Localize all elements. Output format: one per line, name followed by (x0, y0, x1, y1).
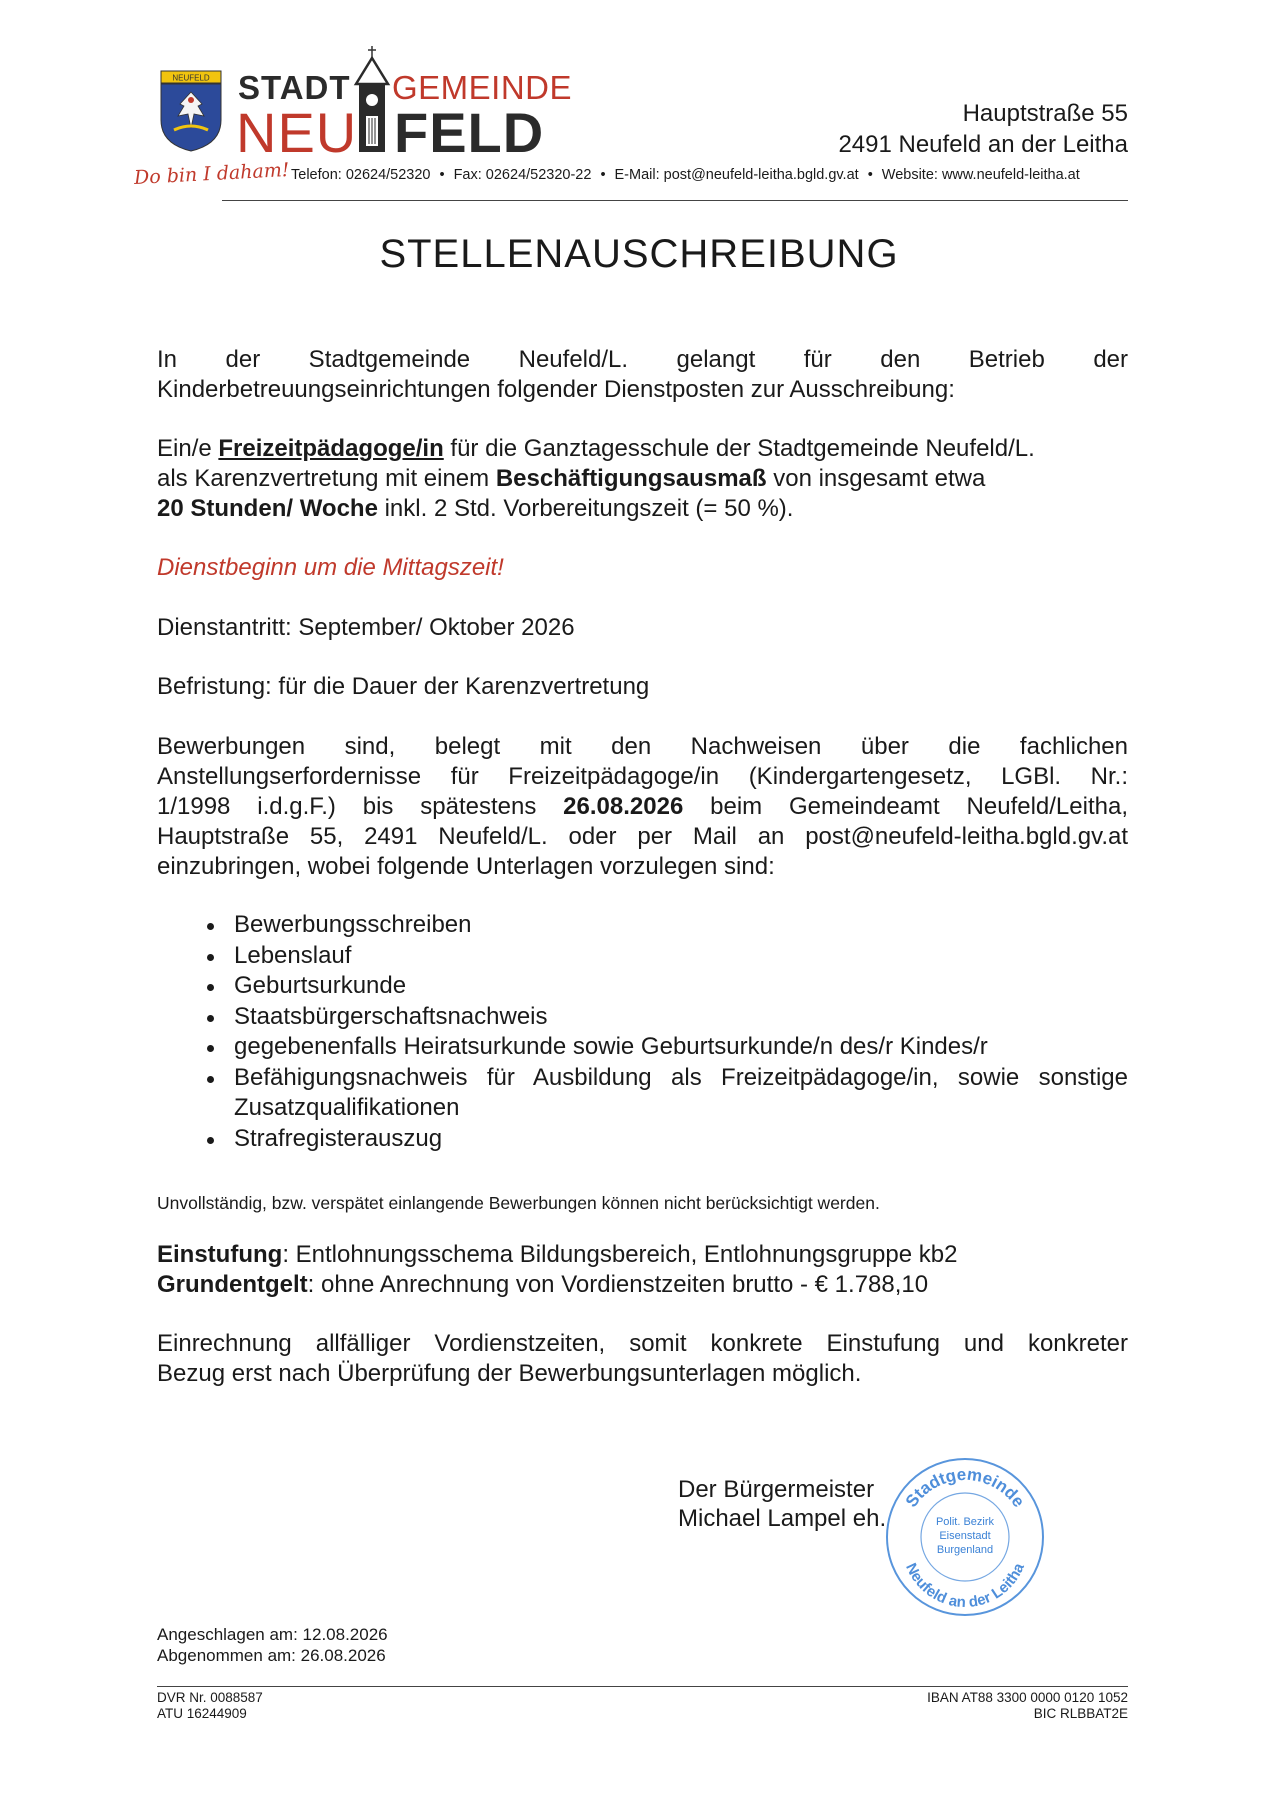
footer-left (157, 1690, 263, 1722)
intro-line-1: In der Stadtgemeinde Neufeld/L. gelangt für den Betrieb der (157, 346, 1128, 373)
logo-neu: NEU (236, 101, 358, 164)
contact-line (291, 167, 1080, 183)
list-item: Geburtsurkunde (157, 971, 1128, 1002)
stamp-bottom-text: Neufeld an der Leitha (902, 1560, 1028, 1612)
application-text: beim Gemeindeamt Neufeld/Leitha, (683, 793, 1128, 820)
posted-date: Angeschlagen am: 12.08.2026 (157, 1625, 388, 1644)
logo-stadt: STADT (238, 69, 351, 106)
start-date: Dienstantritt: September/ Oktober 2026 (157, 614, 575, 641)
intro-line-2: Kinderbetreuungseinrichtungen folgender Dienstposten zur Ausschreibung: (157, 376, 955, 403)
list-item: Bewerbungsschreiben (157, 910, 1128, 941)
website: Website: www.neufeld-leitha.at (881, 167, 1080, 183)
deadline: 26.08.2026 (563, 793, 684, 820)
application-paragraph (157, 732, 1128, 882)
hours: 20 Stunden/ Woche (157, 495, 378, 522)
stamp-center-line: Burgenland (936, 1544, 994, 1556)
position-text: als Karenzvertretung mit einem (157, 465, 496, 492)
address-city: 2491 Neufeld an der Leitha (838, 131, 1128, 158)
position-text: von insgesamt etwa (766, 465, 986, 492)
position-text: inkl. 2 Std. Vorbereitungszeit (= 50 %). (377, 495, 794, 522)
classification-label: Einstufung (157, 1241, 283, 1268)
list-item: Strafregisterauszug (157, 1124, 1128, 1155)
signature-block (678, 1475, 886, 1533)
footer-divider (157, 1686, 1128, 1687)
dvr-number: DVR Nr. 0088587 (157, 1690, 263, 1705)
incomplete-note: Unvollständig, bzw. verspätet einlangende Bewerbungen können nicht berücksichtigt werden. (157, 1193, 880, 1213)
application-line-2: Anstellungserfordernisse für Freizeitpädagoge/in (Kindergartengesetz, LGBl. Nr.: (157, 763, 1128, 790)
official-stamp (880, 1452, 1050, 1622)
stamp-center-line: Eisenstadt (939, 1530, 991, 1542)
logo-gemeinde: GEMEINDE (392, 69, 573, 106)
stamp-top-text: Stadtgemeinde (901, 1464, 1029, 1511)
logo-feld: FELD (394, 101, 545, 164)
atu-number: ATU 16244909 (157, 1706, 247, 1721)
header-divider (222, 200, 1128, 201)
remark-line-1: Einrechnung allfälliger Vordienstzeiten, somit konkrete Einstufung und konkreter (157, 1330, 1128, 1357)
salary-block (157, 1240, 1128, 1300)
intro-paragraph (157, 345, 1128, 405)
base-salary-text: : ohne Anrechnung von Vordienstzeiten brutto - € 1.788,10 (307, 1271, 929, 1298)
base-salary-label: Grundentgelt (157, 1271, 308, 1298)
stamp-center-line: Polit. Bezirk (935, 1516, 995, 1528)
list-item: gegebenenfalls Heiratsurkunde sowie Geburtsurkunde/n des/r Kindes/r (157, 1032, 1128, 1063)
application-line-4: Hauptstraße 55, 2491 Neufeld/L. oder per Mail an post@neufeld-leitha.bgld.gv.at (157, 823, 1128, 850)
separator: • (600, 167, 606, 183)
start-note: Dienstbeginn um die Mittagszeit! (157, 554, 504, 581)
classification-text: : Entlohnungsschema Bildungsbereich, Entlohnungsgruppe kb2 (282, 1241, 958, 1268)
svg-text:Neufeld an der Leitha (902, 1560, 1028, 1611)
documents-list (157, 910, 1128, 1154)
separator: • (867, 167, 873, 183)
coat-of-arms-icon (160, 70, 222, 152)
position-text: Ein/e (157, 435, 219, 462)
application-line-1: Bewerbungen sind, belegt mit den Nachweisen über die fachlichen (157, 733, 1128, 760)
signatory-name: Michael Lampel eh. (678, 1505, 887, 1532)
posting-dates (157, 1624, 388, 1666)
role-title: Freizeitpädagoge/in (218, 435, 444, 462)
list-item: Staatsbürgerschaftsnachweis (157, 1002, 1128, 1033)
address-street: Hauptstraße 55 (962, 100, 1128, 127)
application-line-5: einzubringen, wobei folgende Unterlagen vorzulegen sind: (157, 853, 775, 880)
term: Befristung: für die Dauer der Karenzvertretung (157, 673, 650, 700)
footer-right (927, 1690, 1128, 1722)
position-paragraph (157, 434, 1128, 524)
scope-label: Beschäftigungsausmaß (495, 465, 767, 492)
list-item: Befähigungsnachweis für Ausbildung als Freizeitpädagoge/in, sowie sonstige Zusatzqualifikationen (157, 1063, 1128, 1124)
application-line-3 (157, 792, 1128, 822)
position-text: für die Ganztagesschule der Stadtgemeinde Neufeld/L. (443, 435, 1035, 462)
removed-date: Abgenommen am: 26.08.2026 (157, 1646, 386, 1665)
iban: IBAN AT88 3300 0000 0120 1052 (927, 1690, 1128, 1705)
remark-paragraph (157, 1329, 1128, 1389)
bic: BIC RLBBAT2E (1033, 1706, 1128, 1721)
address-block (838, 98, 1128, 160)
email: E-Mail: post@neufeld-leitha.bgld.gv.at (614, 167, 859, 183)
document-title: STELLENAUSCHREIBUNG (379, 232, 899, 276)
phone: Telefon: 02624/52320 (291, 167, 431, 183)
separator: • (439, 167, 445, 183)
slogan: Do bin I daham! (133, 158, 290, 190)
crest-label: NEUFELD (172, 73, 210, 83)
application-text: 1/1998 i.d.g.F.) bis spätestens (157, 793, 564, 820)
signatory-role: Der Bürgermeister (678, 1476, 875, 1503)
remark-line-2: Bezug erst nach Überprüfung der Bewerbungsunterlagen möglich. (157, 1360, 862, 1387)
list-item: Lebenslauf (157, 941, 1128, 972)
fax: Fax: 02624/52320-22 (453, 167, 592, 183)
